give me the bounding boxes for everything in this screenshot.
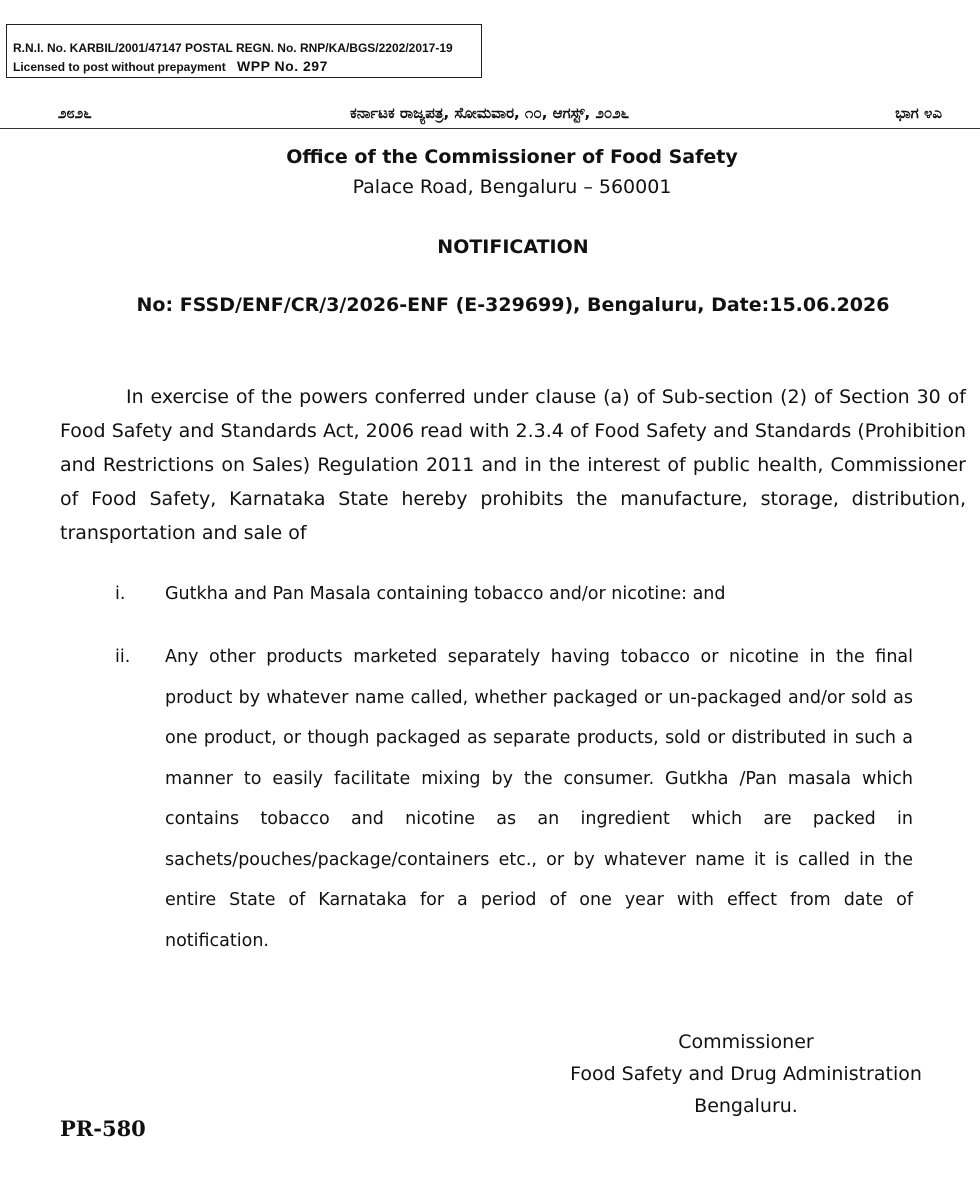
gazette-part: ಭಾಗ ೪ಎ <box>895 104 942 122</box>
gazette-title-date: ಕರ್ನಾಟಕ ರಾಜ್ಯಪತ್ರ, ಸೋಮವಾರ, ೧೦, ಆಗಸ್ಟ್, ೨೦೨೬ <box>350 104 630 122</box>
registration-box <box>6 24 482 78</box>
list-item-number: i. <box>115 584 126 604</box>
office-title: Office of the Commissioner of Food Safety <box>286 146 738 168</box>
signatory-title: Commissioner <box>678 1031 814 1053</box>
list-item-number: ii. <box>115 647 131 667</box>
license-text: Licensed to post without prepayment <box>13 60 226 74</box>
office-address: Palace Road, Bengaluru – 560001 <box>352 176 672 198</box>
wpp-number: WPP No. 297 <box>237 58 328 74</box>
registration-line-2 <box>13 57 481 76</box>
notification-body: In exercise of the powers conferred under clause (a) of Sub-section (2) of Section 30 of Food Safety and Standards Act, 2006 read with 2.3.4 of Food Safety and Standards (Prohibition and Restrictions on Sales) Regulation 2011 and in the interest of public health, Commissioner of Food Safety, Karnataka State hereby prohibits the manufacture, storage, distribution, transportation and sale of <box>60 386 966 544</box>
list-item-text: Gutkha and Pan Masala containing tobacco and/or nicotine: and <box>165 584 726 604</box>
gazette-page-number: ೨೮೨೬ <box>58 104 92 122</box>
signatory-department: Food Safety and Drug Administration <box>570 1063 922 1085</box>
notification-heading: NOTIFICATION <box>437 236 589 258</box>
registration-line-1: R.N.I. No. KARBIL/2001/47147 POSTAL REGN. No. RNP/KA/BGS/2202/2017-19 <box>13 41 453 55</box>
signature-block <box>560 1026 932 1122</box>
header-divider <box>0 128 980 129</box>
list-item-text: Any other products marketed separately having tobacco or nicotine in the final product by whatever name called, whether packaged or un-packaged and/or sold as one product, or though packaged as separate products, sold or distributed in such a manner to easily facilitate mixing by the consumer. Gutkha /Pan masala which contains tobacco and nicotine as an ingredient which are packed in sachets/pouches/package/containers etc., or by whatever name it is called in the entire State of Karnataka for a period of one year with effect from date of notification. <box>165 647 913 951</box>
gazette-header <box>58 100 968 130</box>
notification-number: No: FSSD/ENF/CR/3/2026-ENF (E-329699), Bengaluru, Date:15.06.2026 <box>136 294 890 316</box>
pr-number: PR-580 <box>60 1116 146 1141</box>
signatory-location: Bengaluru. <box>694 1095 798 1117</box>
